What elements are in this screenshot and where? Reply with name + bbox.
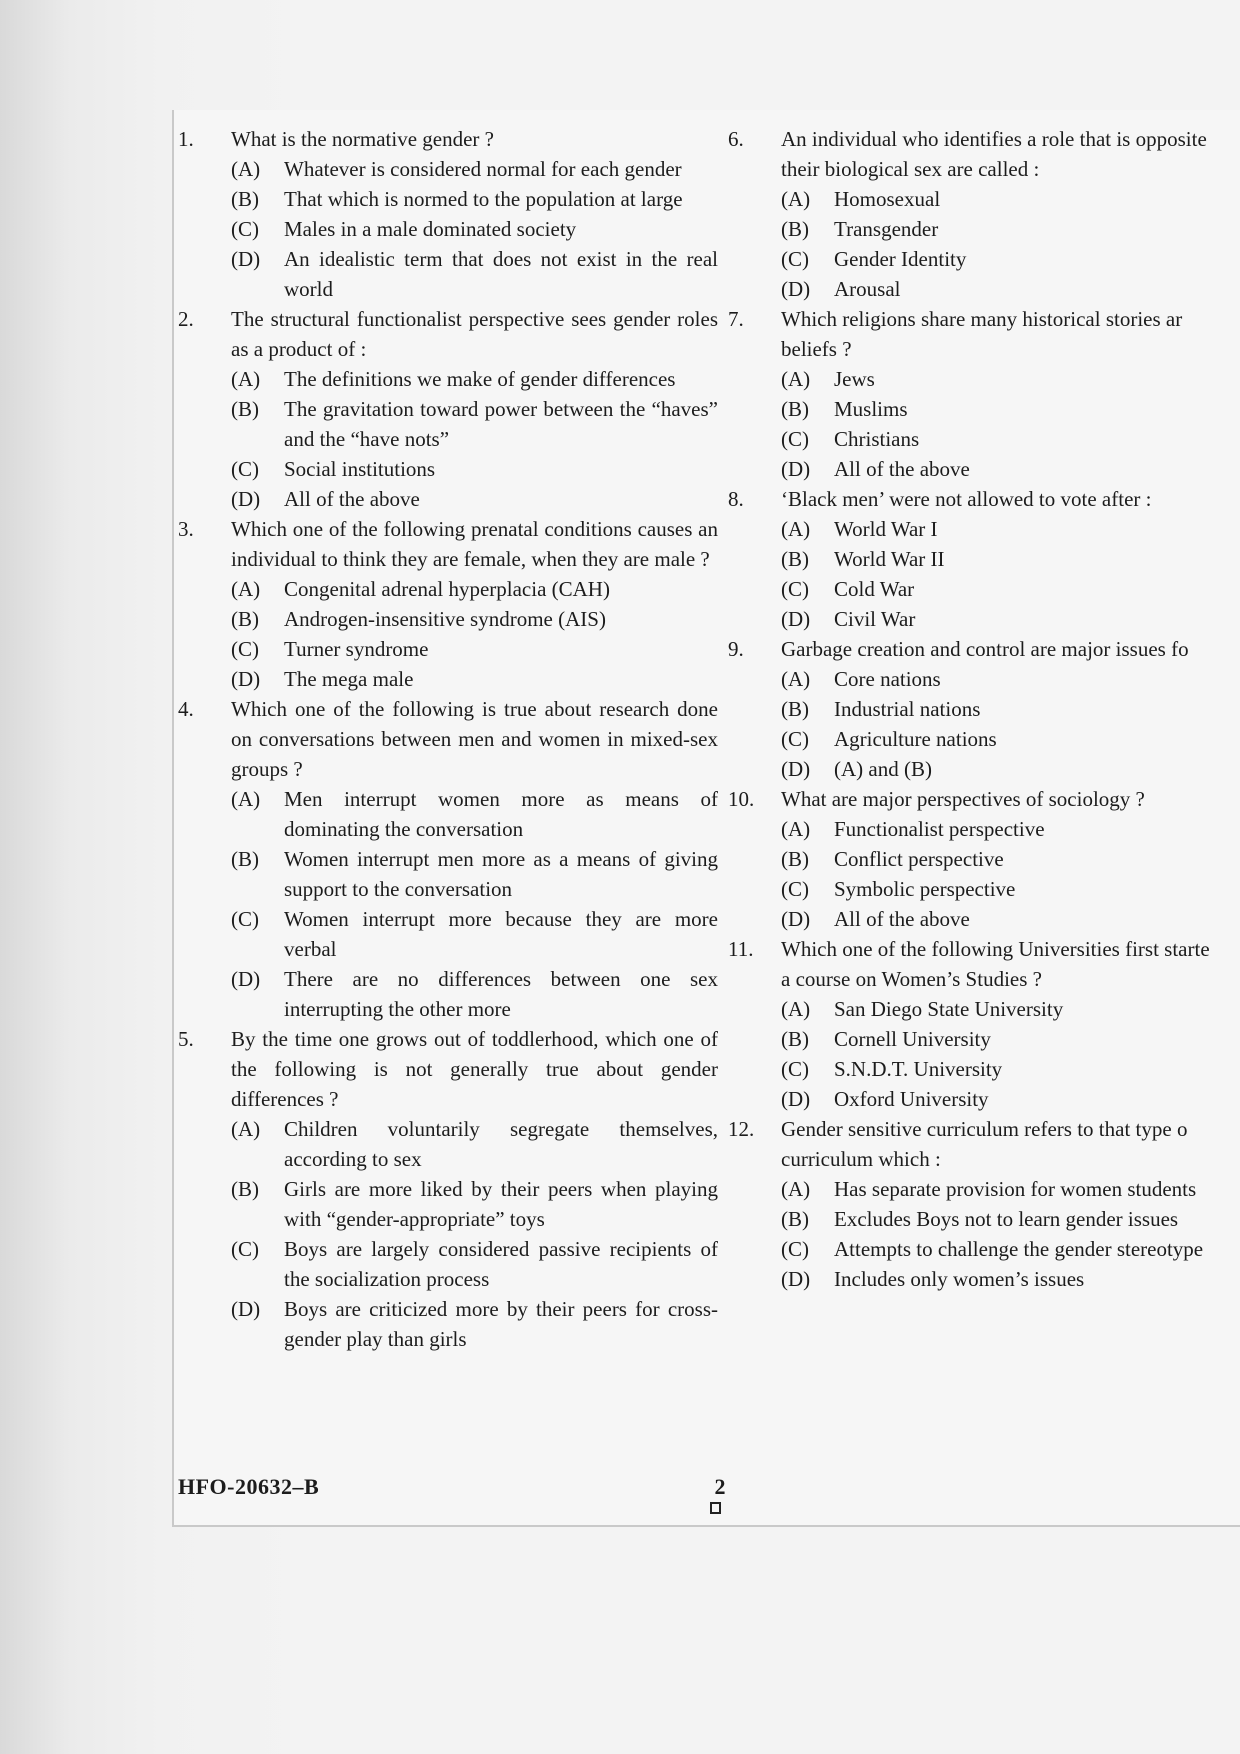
option-text: Children voluntarily segregate themselves, according to sex: [284, 1117, 718, 1171]
option-text: Androgen-insensitive syndrome (AIS): [284, 607, 606, 631]
option-letter: (D): [781, 457, 811, 481]
option-text: Whatever is considered normal for each gender: [284, 157, 682, 181]
option-text: Gender Identity: [834, 247, 967, 271]
answer-option: [728, 1174, 1240, 1204]
question-text-line: ‘Black men’ were not allowed to vote after :: [781, 487, 1152, 511]
answer-option: [728, 694, 1240, 724]
option-letter: (D): [231, 667, 261, 691]
question-text-line: a course on Women’s Studies ?: [781, 967, 1042, 991]
question-item: [728, 304, 1240, 364]
answer-option: [728, 664, 1240, 694]
option-text: There are no differences between one sex interrupting the other more: [284, 967, 718, 1021]
option-letter: (B): [781, 1027, 809, 1051]
answer-option: [728, 814, 1240, 844]
option-letter: (C): [781, 577, 809, 601]
option-text: Core nations: [834, 667, 941, 691]
option-text: Agriculture nations: [834, 727, 997, 751]
answer-option: [178, 1294, 718, 1354]
option-letter: (C): [231, 217, 259, 241]
question-text: Which one of the following is true about research done on conversations between men and women in mixed-sex groups ?: [231, 697, 718, 781]
option-text: Has separate provision for women students: [834, 1177, 1197, 1201]
option-text: Muslims: [834, 397, 908, 421]
option-letter: (D): [231, 1297, 261, 1321]
answer-option: [178, 784, 718, 844]
question-text: Which one of the following prenatal conditions causes an individual to think they are female, when they are male ?: [231, 517, 718, 571]
option-letter: (B): [231, 607, 259, 631]
option-letter: (C): [231, 637, 259, 661]
question-item: [178, 514, 718, 574]
option-text: Includes only women’s issues: [834, 1267, 1085, 1291]
answer-option: [728, 1264, 1240, 1294]
option-text: All of the above: [284, 487, 420, 511]
answer-option: [728, 544, 1240, 574]
question-item: [178, 124, 718, 154]
question-number: 7.: [728, 307, 744, 331]
option-text: World War I: [834, 517, 938, 541]
option-text: Boys are largely considered passive recipients of the socialization process: [284, 1237, 718, 1291]
option-letter: (C): [231, 1237, 259, 1261]
option-text: Jews: [834, 367, 875, 391]
answer-option: [178, 1114, 718, 1174]
answer-option: [178, 664, 718, 694]
question-text-line: Which religions share many historical stories ar: [781, 307, 1183, 331]
option-letter: (B): [231, 397, 259, 421]
question-item: [178, 304, 718, 364]
question-text-line: curriculum which :: [781, 1147, 941, 1171]
option-text: Turner syndrome: [284, 637, 429, 661]
answer-option: [178, 184, 718, 214]
answer-option: [178, 634, 718, 664]
question-item: [728, 124, 1240, 184]
option-letter: (B): [781, 397, 809, 421]
answer-option: [728, 454, 1240, 484]
question-number: 6.: [728, 127, 744, 151]
option-text: Boys are criticized more by their peers for cross-gender play than girls: [284, 1297, 718, 1351]
question-number: 9.: [728, 637, 744, 661]
option-text: Social institutions: [284, 457, 436, 481]
option-text: Transgender: [834, 217, 939, 241]
option-text: Civil War: [834, 607, 916, 631]
question-number: 10.: [728, 787, 755, 811]
answer-option: [728, 514, 1240, 544]
option-text: Conflict perspective: [834, 847, 1004, 871]
question-text-line: Which one of the following Universities first starte: [781, 937, 1210, 961]
option-letter: (A): [231, 367, 261, 391]
answer-option: [178, 964, 718, 1024]
option-text: Arousal: [834, 277, 901, 301]
answer-option: [728, 844, 1240, 874]
answer-option: [178, 904, 718, 964]
option-letter: (B): [781, 697, 809, 721]
option-text: Christians: [834, 427, 920, 451]
option-letter: (A): [781, 997, 811, 1021]
option-text: S.N.D.T. University: [834, 1057, 1003, 1081]
question-number: 8.: [728, 487, 744, 511]
option-text: All of the above: [834, 457, 970, 481]
option-text: Functionalist perspective: [834, 817, 1045, 841]
answer-option: [178, 394, 718, 454]
question-text-line: What are major perspectives of sociology ?: [781, 787, 1145, 811]
answer-option: [728, 904, 1240, 934]
question-text-line: Garbage creation and control are major issues fo: [781, 637, 1189, 661]
option-letter: (D): [231, 967, 261, 991]
answer-option: [178, 244, 718, 304]
answer-option: [178, 604, 718, 634]
option-text: Girls are more liked by their peers when playing with “gender-appropriate” toys: [284, 1177, 718, 1231]
question-text-line: An individual who identifies a role that is opposite: [781, 127, 1207, 151]
answer-option: [728, 214, 1240, 244]
option-letter: (B): [231, 847, 259, 871]
answer-option: [728, 274, 1240, 304]
option-letter: (A): [231, 157, 261, 181]
question-number: 11.: [728, 937, 754, 961]
option-letter: (D): [781, 1087, 811, 1111]
answer-option: [728, 724, 1240, 754]
question-text-line: Gender sensitive curriculum refers to that type o: [781, 1117, 1188, 1141]
page-box-mark: [710, 1502, 721, 1514]
answer-option: [178, 1234, 718, 1294]
option-letter: (A): [781, 517, 811, 541]
option-text: Industrial nations: [834, 697, 981, 721]
answer-option: [728, 1204, 1240, 1234]
option-letter: (C): [231, 457, 259, 481]
question-item: [728, 784, 1240, 814]
question-number: 2.: [178, 307, 194, 331]
option-letter: (C): [781, 427, 809, 451]
answer-option: [178, 574, 718, 604]
option-letter: (C): [781, 877, 809, 901]
question-item: [728, 934, 1240, 994]
option-letter: (C): [781, 1237, 809, 1261]
answer-option: [728, 364, 1240, 394]
option-letter: (B): [781, 1207, 809, 1231]
question-number: 4.: [178, 697, 194, 721]
answer-option: [728, 244, 1240, 274]
option-text: San Diego State University: [834, 997, 1064, 1021]
answer-option: [728, 1054, 1240, 1084]
answer-option: [728, 424, 1240, 454]
option-letter: (C): [781, 247, 809, 271]
left-question-column: [178, 124, 718, 1354]
option-letter: (C): [231, 907, 259, 931]
question-item: [728, 484, 1240, 514]
question-text: What is the normative gender ?: [231, 127, 494, 151]
option-text: Oxford University: [834, 1087, 989, 1111]
option-letter: (D): [781, 607, 811, 631]
question-text-line: beliefs ?: [781, 337, 852, 361]
option-text: Attempts to challenge the gender stereotype: [834, 1237, 1204, 1261]
question-item: [728, 1114, 1240, 1174]
option-letter: (A): [781, 817, 811, 841]
option-text: All of the above: [834, 907, 970, 931]
answer-option: [728, 1024, 1240, 1054]
question-number: 3.: [178, 517, 194, 541]
question-number: 5.: [178, 1027, 194, 1051]
answer-option: [728, 394, 1240, 424]
option-text: The gravitation toward power between the “haves” and the “have nots”: [284, 397, 718, 451]
option-text: World War II: [834, 547, 945, 571]
answer-option: [728, 754, 1240, 784]
option-text: Excludes Boys not to learn gender issues: [834, 1207, 1179, 1231]
answer-option: [728, 184, 1240, 214]
option-letter: (A): [231, 787, 261, 811]
option-letter: (B): [781, 847, 809, 871]
answer-option: [728, 1084, 1240, 1114]
answer-option: [178, 154, 718, 184]
option-letter: (A): [781, 1177, 811, 1201]
option-text: (A) and (B): [834, 757, 932, 781]
option-letter: (A): [231, 577, 261, 601]
option-text: An idealistic term that does not exist in the real world: [284, 247, 718, 301]
option-letter: (D): [231, 247, 261, 271]
option-letter: (D): [781, 1267, 811, 1291]
answer-option: [728, 874, 1240, 904]
option-letter: (D): [231, 487, 261, 511]
option-text: Symbolic perspective: [834, 877, 1016, 901]
question-text-line: their biological sex are called :: [781, 157, 1040, 181]
answer-option: [728, 574, 1240, 604]
option-text: Cold War: [834, 577, 915, 601]
answer-option: [178, 844, 718, 904]
question-item: [178, 1024, 718, 1114]
question-number: 1.: [178, 127, 194, 151]
option-letter: (A): [781, 187, 811, 211]
question-item: [728, 634, 1240, 664]
answer-option: [178, 214, 718, 244]
question-text: By the time one grows out of toddlerhood, which one of the following is not generally true about gender differences ?: [231, 1027, 718, 1111]
question-text: The structural functionalist perspective sees gender roles as a product of :: [231, 307, 718, 361]
option-text: The mega male: [284, 667, 414, 691]
option-letter: (A): [781, 667, 811, 691]
question-item: [178, 694, 718, 784]
option-letter: (B): [781, 547, 809, 571]
page-number: 2: [714, 1474, 726, 1499]
answer-option: [178, 1174, 718, 1234]
option-letter: (B): [231, 187, 259, 211]
option-text: Men interrupt women more as means of dominating the conversation: [284, 787, 718, 841]
option-letter: (A): [781, 367, 811, 391]
option-letter: (B): [781, 217, 809, 241]
option-text: Homosexual: [834, 187, 941, 211]
answer-option: [728, 994, 1240, 1024]
option-letter: (B): [231, 1177, 259, 1201]
paper-code: HFO-20632–B: [178, 1474, 320, 1499]
answer-option: [178, 484, 718, 514]
question-number: 12.: [728, 1117, 755, 1141]
option-text: Males in a male dominated society: [284, 217, 577, 241]
option-letter: (D): [781, 277, 811, 301]
option-letter: (C): [781, 727, 809, 751]
right-question-column: [728, 124, 1240, 1294]
option-letter: (A): [231, 1117, 261, 1141]
answer-option: [178, 364, 718, 394]
option-letter: (D): [781, 757, 811, 781]
answer-option: [178, 454, 718, 484]
option-text: Cornell University: [834, 1027, 991, 1051]
option-letter: (C): [781, 1057, 809, 1081]
option-text: That which is normed to the population at large: [284, 187, 683, 211]
option-text: Congenital adrenal hyperplacia (CAH): [284, 577, 610, 601]
option-text: Women interrupt more because they are more verbal: [284, 907, 718, 961]
answer-option: [728, 604, 1240, 634]
option-letter: (D): [781, 907, 811, 931]
answer-option: [728, 1234, 1240, 1264]
option-text: The definitions we make of gender differences: [284, 367, 676, 391]
option-text: Women interrupt men more as a means of giving support to the conversation: [284, 847, 718, 901]
